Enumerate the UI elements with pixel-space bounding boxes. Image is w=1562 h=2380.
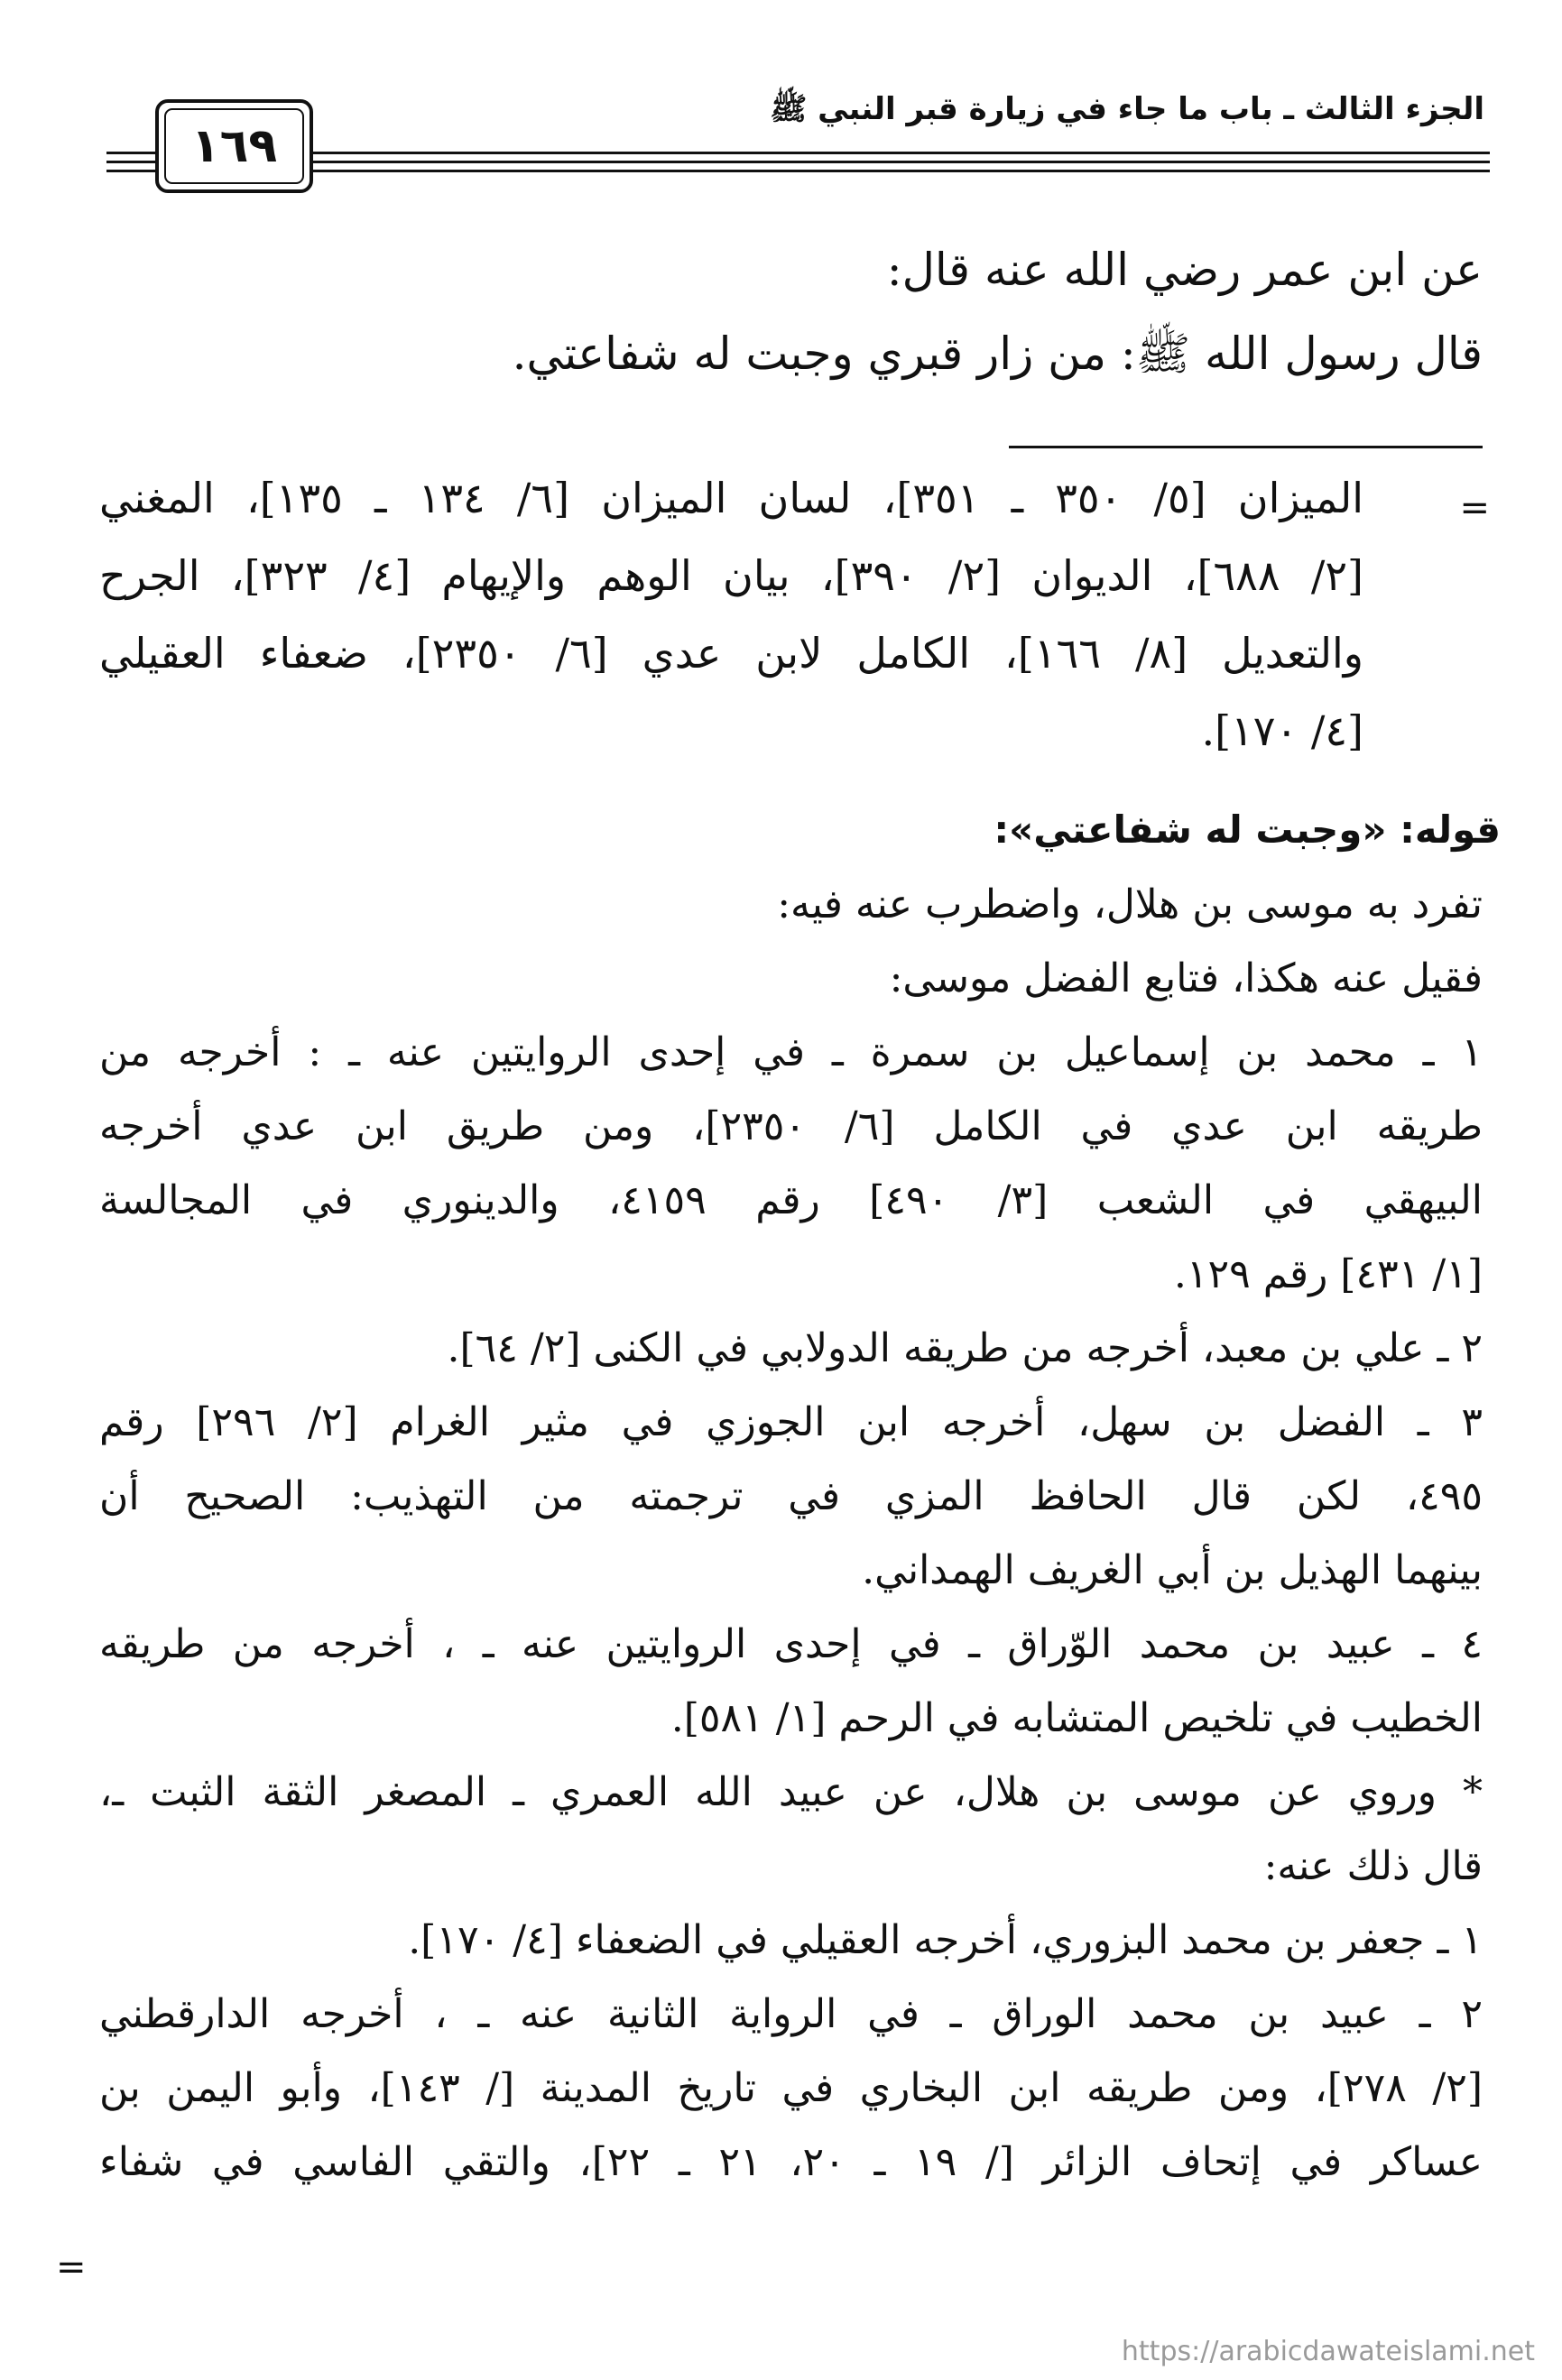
footnotes-block xyxy=(99,474,1363,780)
page-number-box xyxy=(155,99,313,193)
footnote-line: والتعديل [٨/ ١٦٦]، الكامل لابن عدي [٦/ ٢٣٥٠]، ضعفاء العقيلي xyxy=(99,629,1364,678)
body-line: البيهقي في الشعب [٣/ ٤٩٠] رقم ٤١٥٩، والدينوري في المجالسة xyxy=(99,1177,1483,1223)
body-line: ١ ـ محمد بن إسماعيل بن سمرة ـ في إحدى الروايتين عنه ـ : أخرجه من xyxy=(99,1029,1483,1075)
body-heading: قوله: «وجبت له شفاعتي»: xyxy=(994,807,1501,852)
body-line: الخطيب في تلخيص المتشابه في الرحم [١/ ٥٨١]. xyxy=(670,1695,1483,1741)
footnote-line: [٢/ ٦٨٨]، الديوان [٢/ ٣٩٠]، بيان الوهم والإيهام [٤/ ٣٢٣]، الجرح xyxy=(99,551,1363,600)
header-rule-2 xyxy=(106,161,1490,163)
page-number: ١٦٩ xyxy=(190,119,278,173)
watermark-url: https://arabicdawateislami.net xyxy=(1121,2336,1535,2367)
body-line: عساكر في إتحاف الزائر [/ ١٩ ـ ٢٠، ٢١ ـ ٢٢]، والتقي الفاسي في شفاء xyxy=(99,2139,1483,2185)
body-line: تفرد به موسى بن هلال، واضطرب عنه فيه: xyxy=(777,881,1483,927)
body-line: ٤ ـ عبيد بن محمد الوّراق ـ في إحدى الروايتين عنه ـ ، أخرجه من طريقه xyxy=(99,1621,1483,1667)
body-block xyxy=(99,807,1501,2251)
body-line: [١/ ٤٣١] رقم ١٢٩. xyxy=(1173,1251,1483,1297)
body-line: بينهما الهذيل بن أبي الغريف الهمداني. xyxy=(862,1547,1483,1593)
body-line: ٢ ـ علي بن معبد، أخرجه من طريقه الدولابي في الكنى [٢/ ٦٤]. xyxy=(447,1325,1483,1371)
body-line: ١ ـ جعفر بن محمد البزوري، أخرجه العقيلي في الضعفاء [٤/ ١٧٠]. xyxy=(408,1917,1483,1963)
hadith-block xyxy=(90,244,1483,424)
body-line: ٢ ـ عبيد بن محمد الوراق ـ في الرواية الثانية عنه ـ ، أخرجه الدارقطني xyxy=(99,1991,1483,2037)
footnote-separator xyxy=(1009,446,1483,448)
body-line: * وروي عن موسى بن هلال، عن عبيد الله العمري ـ المصغر الثقة الثبت ـ، xyxy=(99,1769,1483,1815)
footnote-line: [٤/ ١٧٠]. xyxy=(1201,706,1363,755)
footnote-line: الميزان [٥/ ٣٥٠ ـ ٣٥١]، لسان الميزان [٦/ ١٣٤ ـ ١٣٥]، المغني xyxy=(99,474,1363,522)
running-header: الجزء الثالث ـ باب ما جاء في زيارة قبر النبي ﷺ xyxy=(770,91,1484,127)
hadith-line-1: عن ابن عمر رضي الله عنه قال: xyxy=(886,244,1483,296)
body-line: ٣ ـ الفضل بن سهل، أخرجه ابن الجوزي في مثير الغرام [٢/ ٢٩٦] رقم xyxy=(99,1399,1483,1445)
body-line: طريقه ابن عدي في الكامل [٦/ ٢٣٥٠]، ومن طريق ابن عدي أخرجه xyxy=(99,1103,1483,1149)
body-line: ٤٩٥، لكن قال الحافظ المزي في ترجمته من التهذيب: الصحيح أن xyxy=(99,1473,1483,1519)
hadith-line-2: قال رسول الله ﷺ: من زار قبري وجبت له شفاعتي. xyxy=(512,327,1483,380)
body-line: [٢/ ٢٧٨]، ومن طريقه ابن البخاري في تاريخ المدينة [/ ١٤٣]، وأبو اليمن بن xyxy=(99,2065,1483,2111)
header-rule-1 xyxy=(106,152,1490,154)
footnote-continuation-marker: = xyxy=(1459,487,1490,529)
body-line: فقيل عنه هكذا، فتابع الفضل موسى: xyxy=(889,955,1483,1001)
header-rule-3 xyxy=(106,170,1490,172)
page-continuation-marker: = xyxy=(56,2246,87,2288)
body-line: قال ذلك عنه: xyxy=(1263,1843,1483,1889)
